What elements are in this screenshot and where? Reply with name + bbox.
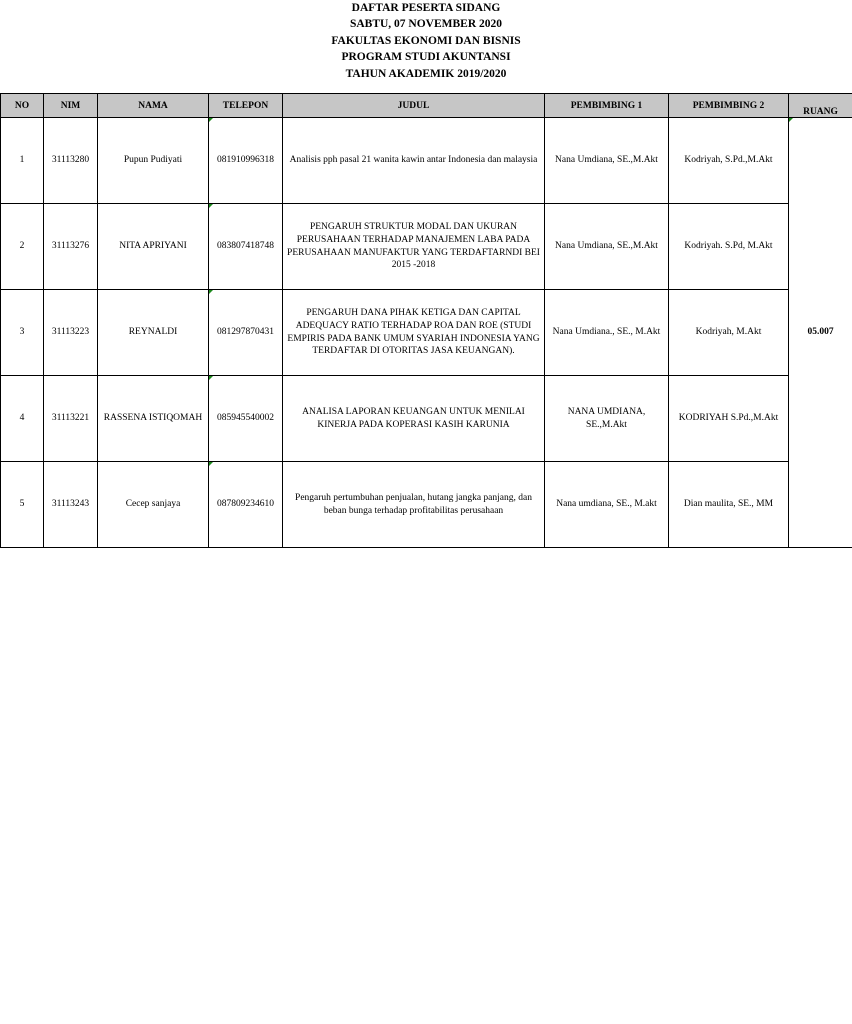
cell-telepon-text: 087809234610 bbox=[217, 499, 274, 510]
column-header-no: NO bbox=[1, 94, 44, 118]
cell-no: 2 bbox=[1, 204, 44, 290]
column-header-judul: JUDUL bbox=[283, 94, 545, 118]
comment-marker-icon bbox=[209, 376, 213, 380]
comment-marker-icon bbox=[209, 118, 213, 122]
participant-table bbox=[0, 93, 852, 548]
title-line-1: DAFTAR PESERTA SIDANG bbox=[351, 2, 501, 14]
cell-pembimbing-1: Nana umdiana, SE., M.akt bbox=[545, 462, 669, 548]
column-header-pembimbing-2: PEMBIMBING 2 bbox=[669, 94, 789, 118]
comment-marker-icon bbox=[209, 204, 213, 208]
cell-judul: Pengaruh pertumbuhan penjualan, hutang jangka panjang, dan beban bunga terhadap profitabilitas perusahaan bbox=[283, 462, 545, 548]
title-line-4: PROGRAM STUDI AKUNTANSI bbox=[341, 51, 511, 64]
cell-nim: 31113280 bbox=[44, 118, 98, 204]
cell-nama: NITA APRIYANI bbox=[98, 204, 209, 290]
cell-telepon bbox=[209, 462, 283, 548]
cell-telepon bbox=[209, 290, 283, 376]
comment-marker-icon bbox=[209, 462, 213, 466]
cell-telepon bbox=[209, 204, 283, 290]
cell-no: 3 bbox=[1, 290, 44, 376]
cell-ruang-text: 05.007 bbox=[807, 327, 834, 338]
cell-telepon-text: 081910996318 bbox=[217, 155, 274, 166]
cell-pembimbing-2: Dian maulita, SE., MM bbox=[669, 462, 789, 548]
cell-nim: 31113276 bbox=[44, 204, 98, 290]
cell-telepon-text: 083807418748 bbox=[217, 241, 274, 252]
cell-judul: PENGARUH STRUKTUR MODAL DAN UKURAN PERUSAHAAN TERHADAP MANAJEMEN LABA PADA PERUSAHAAN MANUFAKTUR YANG TERDAFTARNDI BEI 2015 -2018 bbox=[283, 204, 545, 290]
cell-pembimbing-2: Kodriyah, M.Akt bbox=[669, 290, 789, 376]
title-line-3: FAKULTAS EKONOMI DAN BISNIS bbox=[331, 34, 521, 47]
column-header-telepon: TELEPON bbox=[209, 94, 283, 118]
cell-pembimbing-2: Kodriyah, S.Pd.,M.Akt bbox=[669, 118, 789, 204]
cell-nama: Cecep sanjaya bbox=[98, 462, 209, 548]
cell-judul: Analisis pph pasal 21 wanita kawin antar Indonesia dan malaysia bbox=[283, 118, 545, 204]
cell-nama: REYNALDI bbox=[98, 290, 209, 376]
table-row bbox=[1, 376, 852, 462]
title-line-5: TAHUN AKADEMIK 2019/2020 bbox=[345, 67, 507, 80]
column-header-ruang: RUANG bbox=[789, 94, 852, 118]
cell-pembimbing-2: Kodriyah. S.Pd, M.Akt bbox=[669, 204, 789, 290]
table-row bbox=[1, 204, 852, 290]
table-row bbox=[1, 462, 852, 548]
cell-pembimbing-1: Nana Umdiana, SE.,M.Akt bbox=[545, 204, 669, 290]
column-header-nim: NIM bbox=[44, 94, 98, 118]
cell-telepon-text: 081297870431 bbox=[217, 327, 274, 338]
cell-telepon-text: 085945540002 bbox=[217, 413, 274, 424]
document-title-block bbox=[0, 0, 852, 82]
column-header-pembimbing-1: PEMBIMBING 1 bbox=[545, 94, 669, 118]
cell-nim: 31113223 bbox=[44, 290, 98, 376]
cell-pembimbing-2: KODRIYAH S.Pd.,M.Akt bbox=[669, 376, 789, 462]
column-header-nama: NAMA bbox=[98, 94, 209, 118]
table-row bbox=[1, 118, 852, 204]
cell-judul: PENGARUH DANA PIHAK KETIGA DAN CAPITAL ADEQUACY RATIO TERHADAP ROA DAN ROE (STUDI EMPIRIS PADA BANK UMUM SYARIAH INDONESIA YANG TERDAFTAR DI OTORITAS JASA KEUANGAN). bbox=[283, 290, 545, 376]
cell-pembimbing-1: Nana Umdiana, SE.,M.Akt bbox=[545, 118, 669, 204]
comment-marker-icon bbox=[789, 118, 793, 122]
cell-nim: 31113243 bbox=[44, 462, 98, 548]
cell-no: 1 bbox=[1, 118, 44, 204]
cell-telepon bbox=[209, 376, 283, 462]
cell-nim: 31113221 bbox=[44, 376, 98, 462]
title-line-2: SABTU, 07 NOVEMBER 2020 bbox=[349, 18, 503, 31]
cell-no: 4 bbox=[1, 376, 44, 462]
cell-nama: Pupun Pudiyati bbox=[98, 118, 209, 204]
cell-telepon bbox=[209, 118, 283, 204]
cell-judul: ANALISA LAPORAN KEUANGAN UNTUK MENILAI KINERJA PADA KOPERASI KASIH KARUNIA bbox=[283, 376, 545, 462]
table-row bbox=[1, 290, 852, 376]
cell-no: 5 bbox=[1, 462, 44, 548]
table-header-row bbox=[1, 94, 852, 118]
cell-ruang bbox=[789, 118, 852, 548]
cell-nama: RASSENA ISTIQOMAH bbox=[98, 376, 209, 462]
comment-marker-icon bbox=[209, 290, 213, 294]
cell-pembimbing-1: NANA UMDIANA, SE.,M.Akt bbox=[545, 376, 669, 462]
cell-pembimbing-1: Nana Umdiana., SE., M.Akt bbox=[545, 290, 669, 376]
